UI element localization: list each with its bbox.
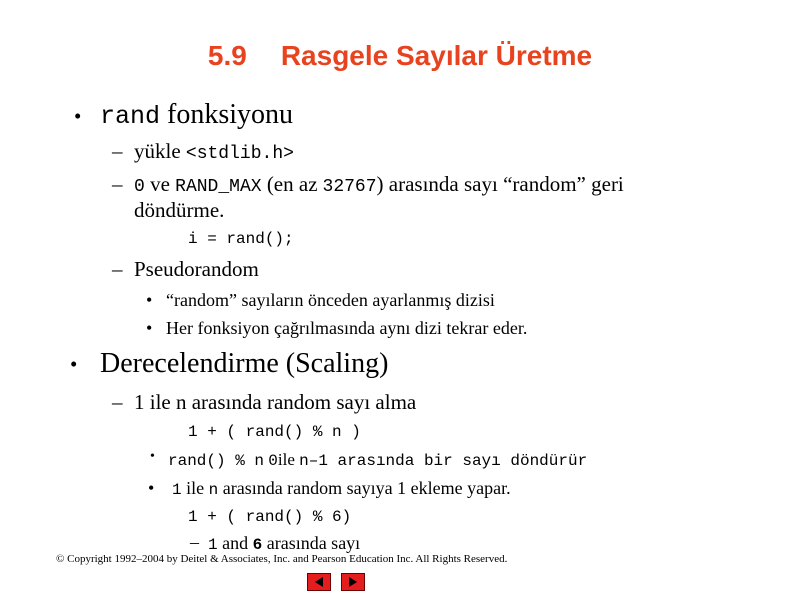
- dash-marker: –: [112, 257, 123, 281]
- code-line-scaling-6: 1 + ( rand() % 6): [188, 508, 352, 526]
- code-zero: 0: [134, 177, 145, 197]
- copyright-footer: © Copyright 1992–2004 by Deitel & Associates, Inc. and Pearson Education Inc. All Rights Reserved.: [56, 553, 508, 565]
- code-six: 6: [252, 536, 263, 554]
- code-n-minus-1: n–1 arasında bir sayı döndürür: [299, 452, 588, 470]
- item-rand-mod-n: [168, 450, 587, 470]
- bullet-dot: •: [146, 290, 153, 310]
- code-one: 1: [172, 481, 182, 499]
- code-line-scaling: 1 + ( rand() % n ): [188, 423, 361, 441]
- code-rand-mod: rand() % n: [168, 452, 265, 470]
- text-ve: ve: [150, 172, 170, 196]
- code-zero-2: 0: [268, 452, 278, 470]
- code-line-rand-call: i = rand();: [188, 230, 294, 248]
- bullet-scaling: Derecelendirme (Scaling): [100, 348, 389, 379]
- bullet-dot: •: [70, 352, 78, 376]
- text-ile: ile: [277, 450, 295, 469]
- dash-marker: –: [112, 390, 123, 414]
- sub-item-pseudorandom: Pseudorandom: [134, 257, 259, 281]
- text-arasinda-sayi: arasında sayı: [266, 533, 361, 553]
- item-range-1-6: [208, 533, 360, 554]
- code-rand-max: RAND_MAX: [175, 177, 262, 197]
- sub-item-range-1-n: 1 ile n arasında random sayı alma: [134, 390, 417, 414]
- text-add-one: arasında random sayıya 1 ekleme yapar.: [222, 478, 511, 498]
- arrow-left-icon: [308, 574, 330, 590]
- dash-marker: –: [190, 532, 199, 552]
- sub-item-range-cont: döndürme.: [134, 198, 225, 222]
- bullet-dot: •: [150, 449, 155, 464]
- item-add-one: [172, 478, 511, 499]
- bullet-text: fonksiyonu: [167, 99, 294, 130]
- section-title: Rasgele Sayılar Üretme: [280, 40, 593, 71]
- sub-item-range: [134, 172, 624, 197]
- code-n: n: [208, 481, 219, 499]
- code-stdlib: <stdlib.h>: [185, 144, 294, 164]
- dash-marker: –: [112, 172, 123, 196]
- text-en-az: (en az: [266, 172, 318, 196]
- item-same-sequence: Her fonksiyon çağrılmasında aynı dizi tekrar eder.: [166, 318, 528, 338]
- bullet-dot: •: [74, 104, 82, 128]
- code-32767: 32767: [322, 177, 377, 197]
- next-slide-button[interactable]: [341, 573, 365, 591]
- section-number: 5.9: [207, 40, 247, 71]
- item-random-sequence: “random” sayıların önceden ayarlanmış dizisi: [166, 290, 495, 310]
- code-rand: rand: [100, 102, 161, 131]
- bullet-rand-function: [100, 99, 293, 131]
- text-arasinda: ) arasında sayı “random” geri: [376, 172, 624, 196]
- dash-marker: –: [112, 139, 123, 163]
- sub-item-load-header: [134, 139, 294, 164]
- text-and: and: [222, 533, 249, 553]
- bullet-dot: •: [146, 318, 153, 338]
- bullet-dot: •: [148, 478, 155, 498]
- arrow-right-icon: [342, 574, 364, 590]
- slide-title: [0, 40, 800, 72]
- sub-item-text: yükle: [134, 139, 181, 163]
- prev-slide-button[interactable]: [307, 573, 331, 591]
- text-ile-2: ile: [186, 478, 205, 498]
- code-one-2: 1: [208, 536, 218, 554]
